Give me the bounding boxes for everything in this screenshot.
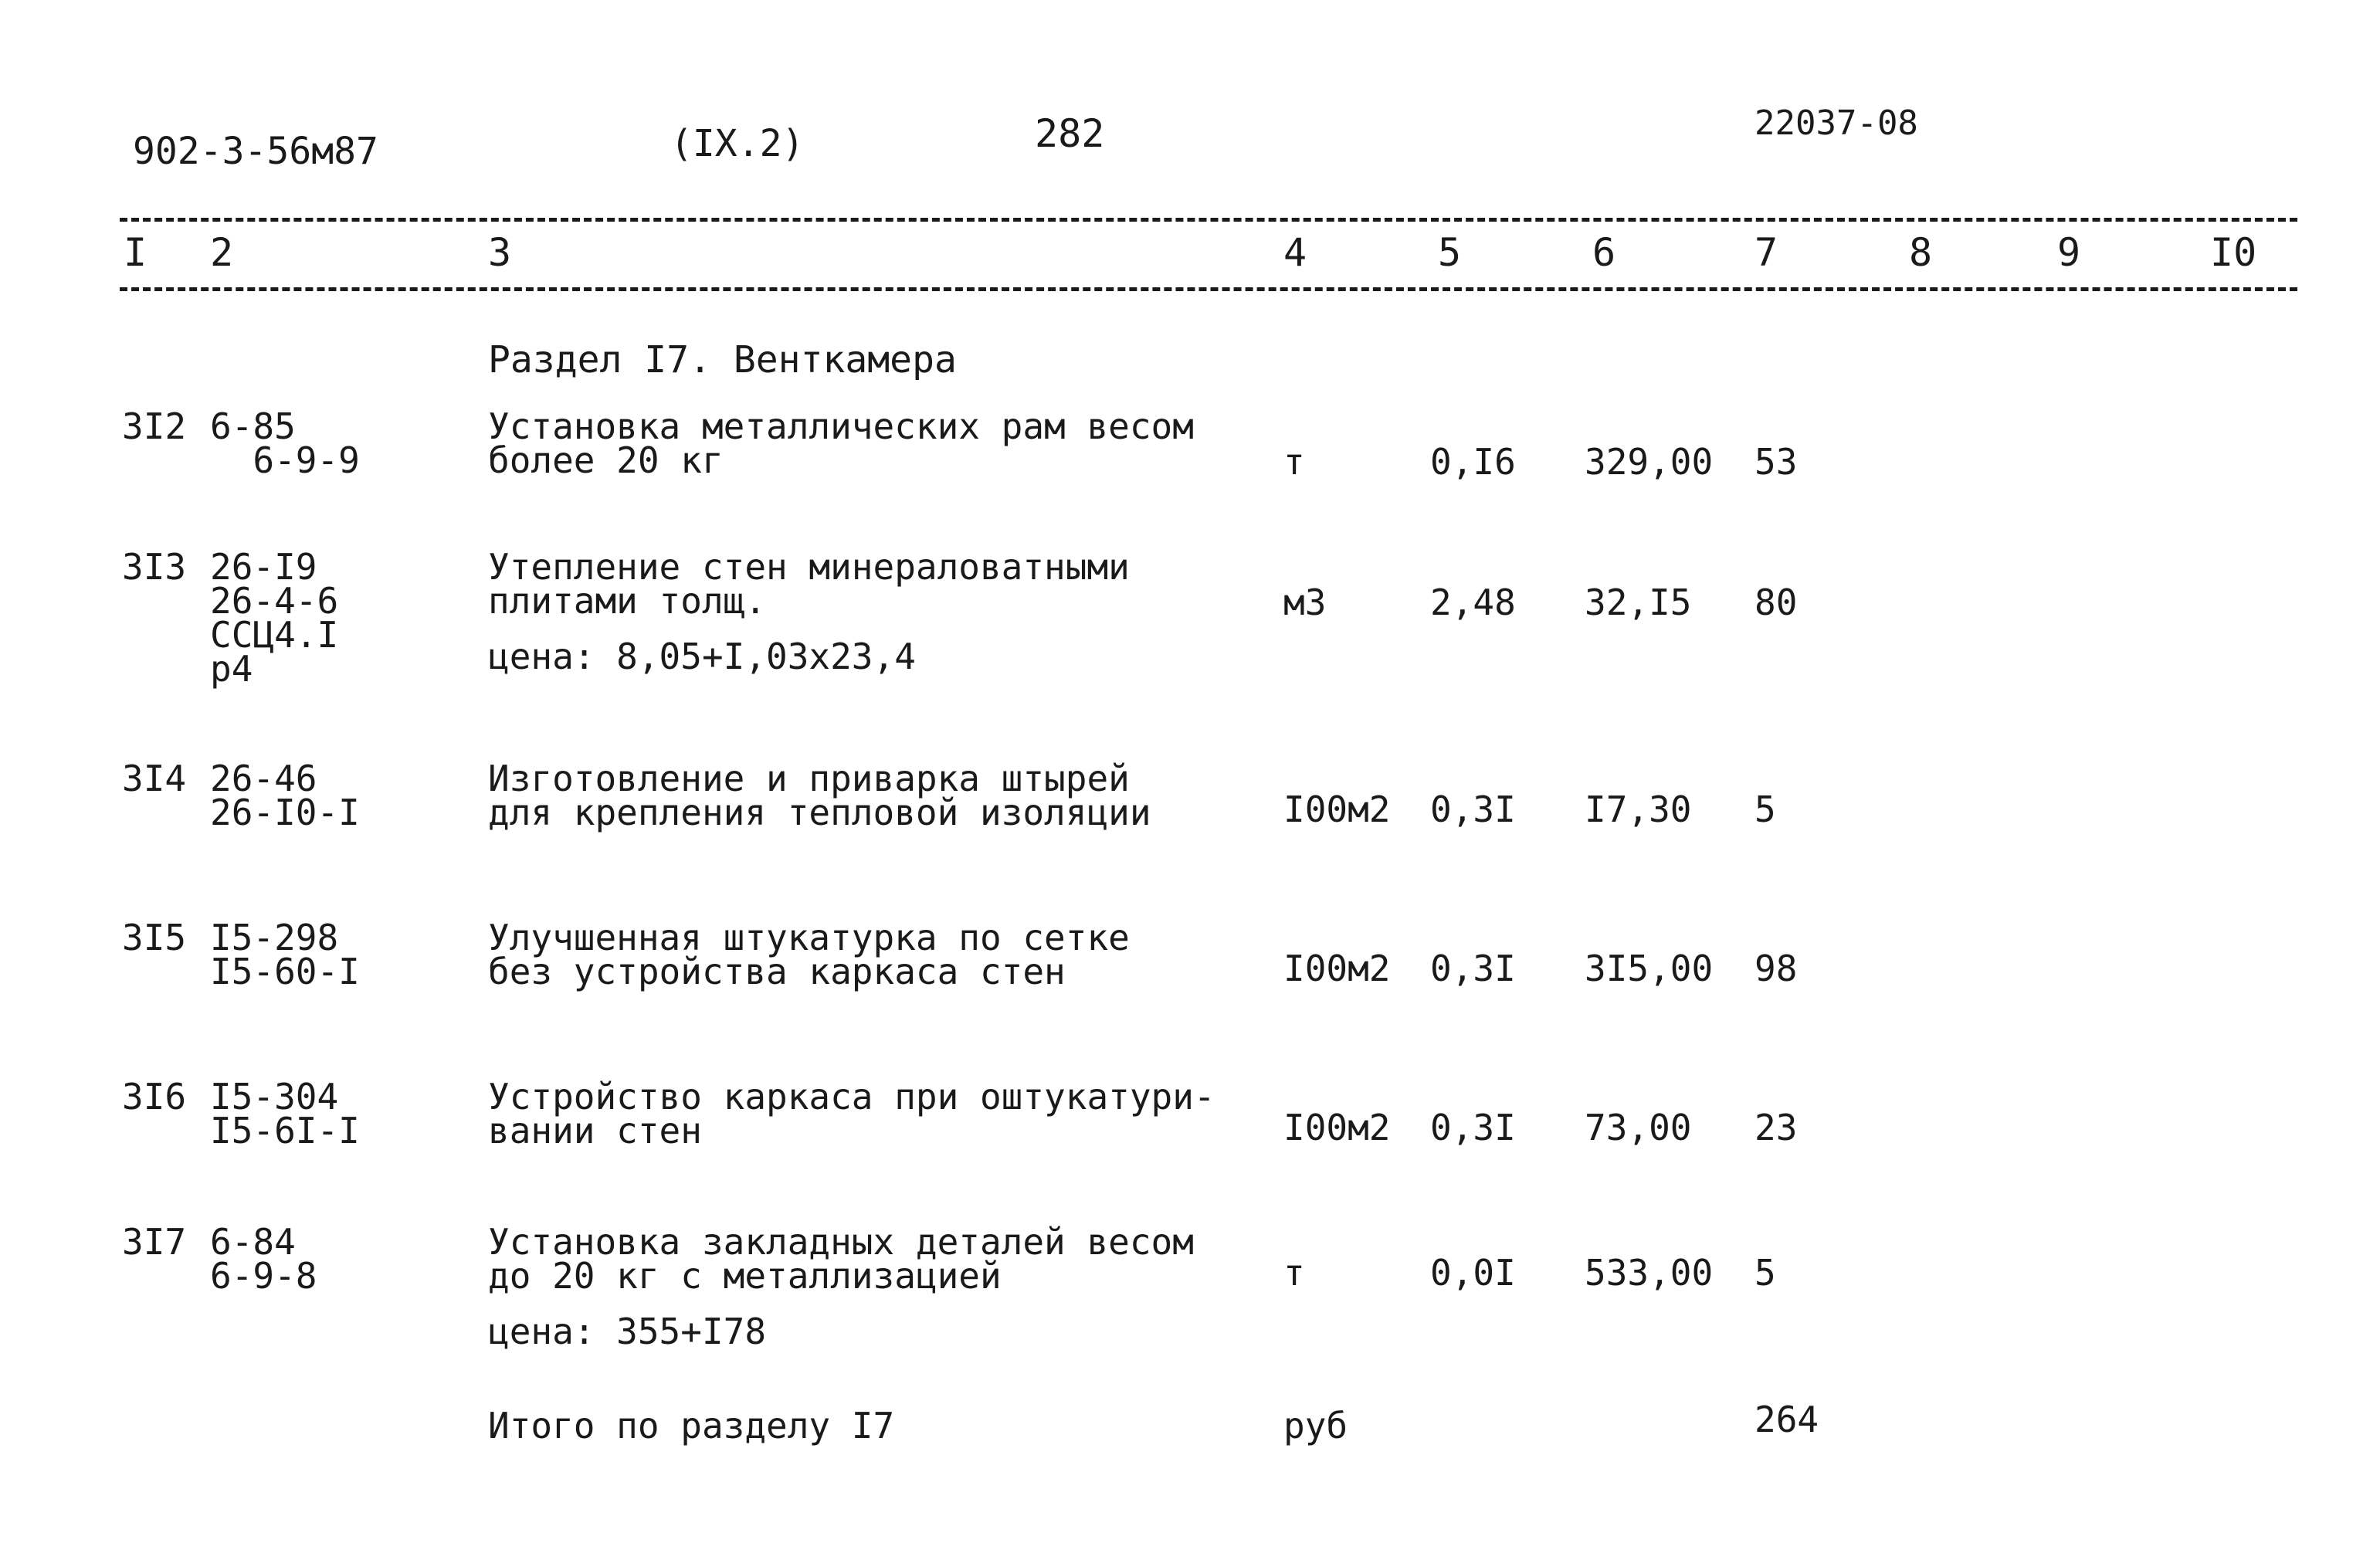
section-reference: (IX.2) — [670, 122, 805, 165]
column-header: I0 — [2210, 230, 2257, 275]
unit-price-cell: 73,00 — [1585, 1107, 1692, 1148]
header-top-rule — [120, 218, 2297, 222]
work-description: Установка закладных деталей весом до 20 кг с металлизацией — [488, 1221, 1194, 1297]
row-number: 3I5 — [122, 917, 187, 958]
summary-row — [0, 1399, 2380, 1447]
unit-cell: I00м2 — [1283, 1107, 1391, 1148]
table-row — [0, 405, 2380, 483]
row-number: 3I3 — [122, 546, 187, 588]
summary-total: 264 — [1754, 1399, 1819, 1440]
unit-price-cell: I7,30 — [1585, 789, 1692, 830]
summary-unit: руб — [1283, 1405, 1348, 1447]
total-cell: 5 — [1754, 1252, 1776, 1294]
row-number: 3I4 — [122, 758, 187, 799]
document-code: 902-3-56м87 — [133, 130, 378, 173]
page-number: 282 — [1035, 111, 1105, 156]
norm-code: 26-46 26-I0-I — [210, 758, 360, 833]
quantity-cell: 0,3I — [1430, 789, 1516, 830]
quantity-cell: 0,I6 — [1430, 441, 1516, 483]
row-number: 3I2 — [122, 405, 187, 447]
unit-cell: I00м2 — [1283, 789, 1391, 830]
column-header: I — [124, 230, 147, 275]
price-note: цена: 8,05+I,03x23,4 — [488, 636, 916, 677]
total-cell: 98 — [1754, 948, 1798, 989]
table-row — [0, 758, 2380, 833]
work-description: Установка металлических рам весом более 20 кг — [488, 405, 1194, 481]
total-cell: 5 — [1754, 789, 1776, 830]
total-cell: 53 — [1754, 441, 1798, 483]
quantity-cell: 0,3I — [1430, 948, 1516, 989]
document-number: 22037-08 — [1754, 103, 1918, 143]
norm-code: 26-I9 26-4-6 ССЦ4.I р4 — [210, 546, 339, 690]
quantity-cell: 2,48 — [1430, 582, 1516, 623]
quantity-cell: 0,3I — [1430, 1107, 1516, 1148]
unit-price-cell: 32,I5 — [1585, 582, 1692, 623]
row-number: 3I7 — [122, 1221, 187, 1263]
norm-code: I5-298 I5-60-I — [210, 917, 360, 992]
norm-code: I5-304 I5-6I-I — [210, 1076, 360, 1151]
work-description: Улучшенная штукатурка по сетке без устройства каркаса стен — [488, 917, 1130, 992]
summary-label: Итого по разделу I7 — [488, 1405, 895, 1447]
total-cell: 23 — [1754, 1107, 1798, 1148]
total-cell: 80 — [1754, 582, 1798, 623]
column-header: 3 — [488, 230, 512, 275]
work-description: Утепление стен минераловатными плитами толщ. — [488, 546, 1130, 622]
norm-code: 6-84 6-9-8 — [210, 1221, 317, 1297]
norm-code: 6-85 6-9-9 — [210, 405, 360, 481]
section-title: Раздел I7. Венткамера — [488, 338, 957, 382]
unit-cell: I00м2 — [1283, 948, 1391, 989]
row-number: 3I6 — [122, 1076, 187, 1118]
work-description: Изготовление и приварка штырей для крепления тепловой изоляции — [488, 758, 1151, 833]
work-description: Устройство каркаса при оштукатури- вании стен — [488, 1076, 1215, 1151]
column-header: 8 — [1909, 230, 1933, 275]
table-row — [0, 546, 2380, 690]
unit-cell: т — [1283, 1252, 1305, 1294]
quantity-cell: 0,0I — [1430, 1252, 1516, 1294]
unit-cell: т — [1283, 441, 1305, 483]
header-bottom-rule — [120, 287, 2297, 291]
price-note: цена: 355+I78 — [488, 1311, 767, 1352]
column-header: 5 — [1438, 230, 1462, 275]
table-row — [0, 1221, 2380, 1352]
unit-price-cell: 533,00 — [1585, 1252, 1714, 1294]
column-header: 4 — [1283, 230, 1307, 275]
unit-price-cell: 329,00 — [1585, 441, 1714, 483]
column-header: 2 — [210, 230, 234, 275]
column-header: 7 — [1754, 230, 1778, 275]
column-header: 9 — [2057, 230, 2081, 275]
unit-price-cell: 3I5,00 — [1585, 948, 1714, 989]
column-header: 6 — [1592, 230, 1616, 275]
unit-cell: м3 — [1283, 582, 1327, 623]
